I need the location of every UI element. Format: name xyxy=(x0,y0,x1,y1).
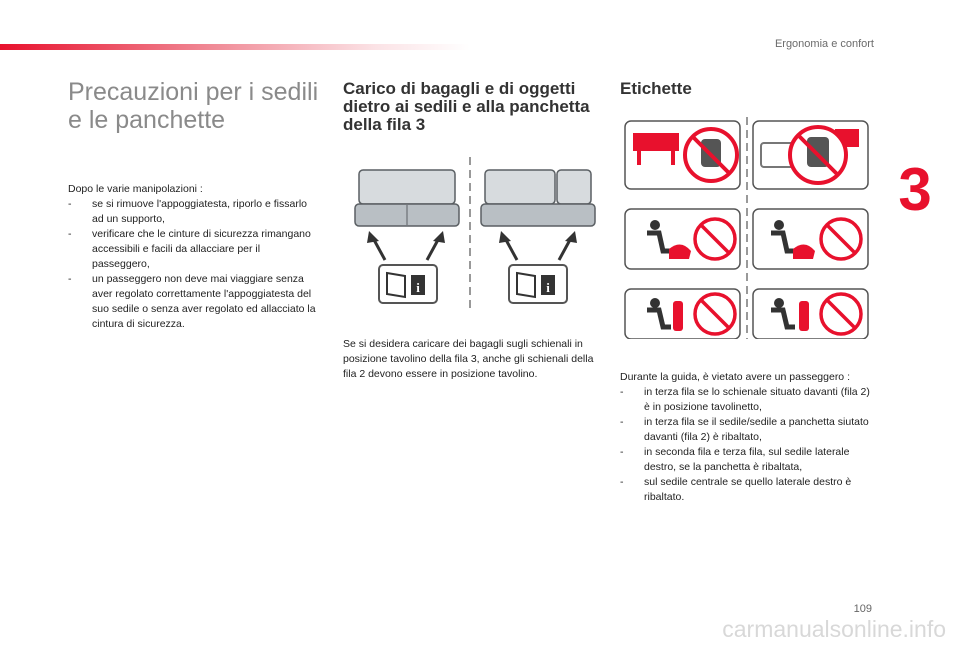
svg-text:i: i xyxy=(416,280,420,295)
list-item: - in seconda fila e terza fila, sul sedile laterale destro, se la panchetta è ribaltata, xyxy=(620,445,876,475)
no-passenger-label-icon xyxy=(625,121,740,189)
labels-illustration xyxy=(623,117,871,339)
manual-book-icon xyxy=(379,265,437,303)
col1-intro: Dopo le varie manipolazioni : xyxy=(68,183,203,195)
seat-luggage-illustration xyxy=(345,155,607,315)
col1-bullet: un passeggero non deve mai viaggiare senza aver regolato correttamente l'appoggiatesta del suo sedile o senza aver regolato ed allacciato la cintura di sicurezza. xyxy=(92,273,316,330)
list-item: - sul sedile centrale se quello laterale destro è ribaltato. xyxy=(620,475,876,505)
col1-bullet: verificare che le cinture di sicurezza rimangano accessibili e facili da allacciare per il passeggero, xyxy=(92,228,311,270)
col3-bullet: sul sedile centrale se quello laterale destro è ribaltato. xyxy=(644,476,852,503)
col3-text xyxy=(620,370,876,505)
chapter-number: 3 xyxy=(898,156,932,223)
list-item: - in terza fila se il sedile/sedile a panchetta siutato davanti (fila 2) è ribaltato, xyxy=(620,415,876,445)
list-item: - se si rimuove l'appoggiatesta, riporlo e fissarlo ad un supporto, xyxy=(68,197,320,227)
col3-bullet: in terza fila se lo schienale situato davanti (fila 2) è in posizione tavolinetto, xyxy=(644,386,870,413)
no-passenger-label-icon xyxy=(625,289,740,339)
no-passenger-label-icon xyxy=(753,289,868,339)
section-title: Ergonomia e confort xyxy=(774,38,874,50)
section-heading-luggage: Carico di bagagli e di oggetti dietro ai sedili e alla panchetta della fila 3 xyxy=(343,79,590,134)
svg-text:i: i xyxy=(546,280,550,295)
manual-book-icon xyxy=(509,265,567,303)
header-accent-bar xyxy=(0,44,470,50)
no-passenger-label-icon xyxy=(625,209,740,269)
col3-bullet: in terza fila se il sedile/sedile a panchetta siutato davanti (fila 2) è ribaltato, xyxy=(644,416,869,443)
page-title: Precauzioni per i sedili e le panchette xyxy=(68,78,319,134)
seat-back-table-position-icon xyxy=(481,170,595,226)
seat-back-table-position-icon xyxy=(355,170,459,226)
list-item: - verificare che le cinture di sicurezza rimangano accessibili e facili da allacciare per il passeggero, xyxy=(68,227,320,272)
page-number: 109 xyxy=(853,603,872,615)
col1-bullet: se si rimuove l'appoggiatesta, riporlo e fissarlo ad un supporto, xyxy=(92,198,308,225)
col3-bullet: in seconda fila e terza fila, sul sedile laterale destro, se la panchetta è ribaltata, xyxy=(644,446,850,473)
watermark: carmanualsonline.info xyxy=(722,616,946,642)
col1-text xyxy=(68,182,320,332)
col2-paragraph: Se si desidera caricare dei bagagli sugli schienali in posizione tavolino della fila 3, anche gli schienali della fila 2 devono essere in posizione tavolino. xyxy=(343,338,594,380)
col3-intro: Durante la guida, è vietato avere un passeggero : xyxy=(620,371,850,383)
section-heading-labels: Etichette xyxy=(620,79,692,98)
no-passenger-label-icon xyxy=(753,121,868,189)
list-item: - in terza fila se lo schienale situato davanti (fila 2) è in posizione tavolinetto, xyxy=(620,385,876,415)
list-item: - un passeggero non deve mai viaggiare senza aver regolato correttamente l'appoggiatesta del suo sedile o senza aver regolato ed allacciato la cintura di sicurezza. xyxy=(68,272,320,332)
no-passenger-label-icon xyxy=(753,209,868,269)
